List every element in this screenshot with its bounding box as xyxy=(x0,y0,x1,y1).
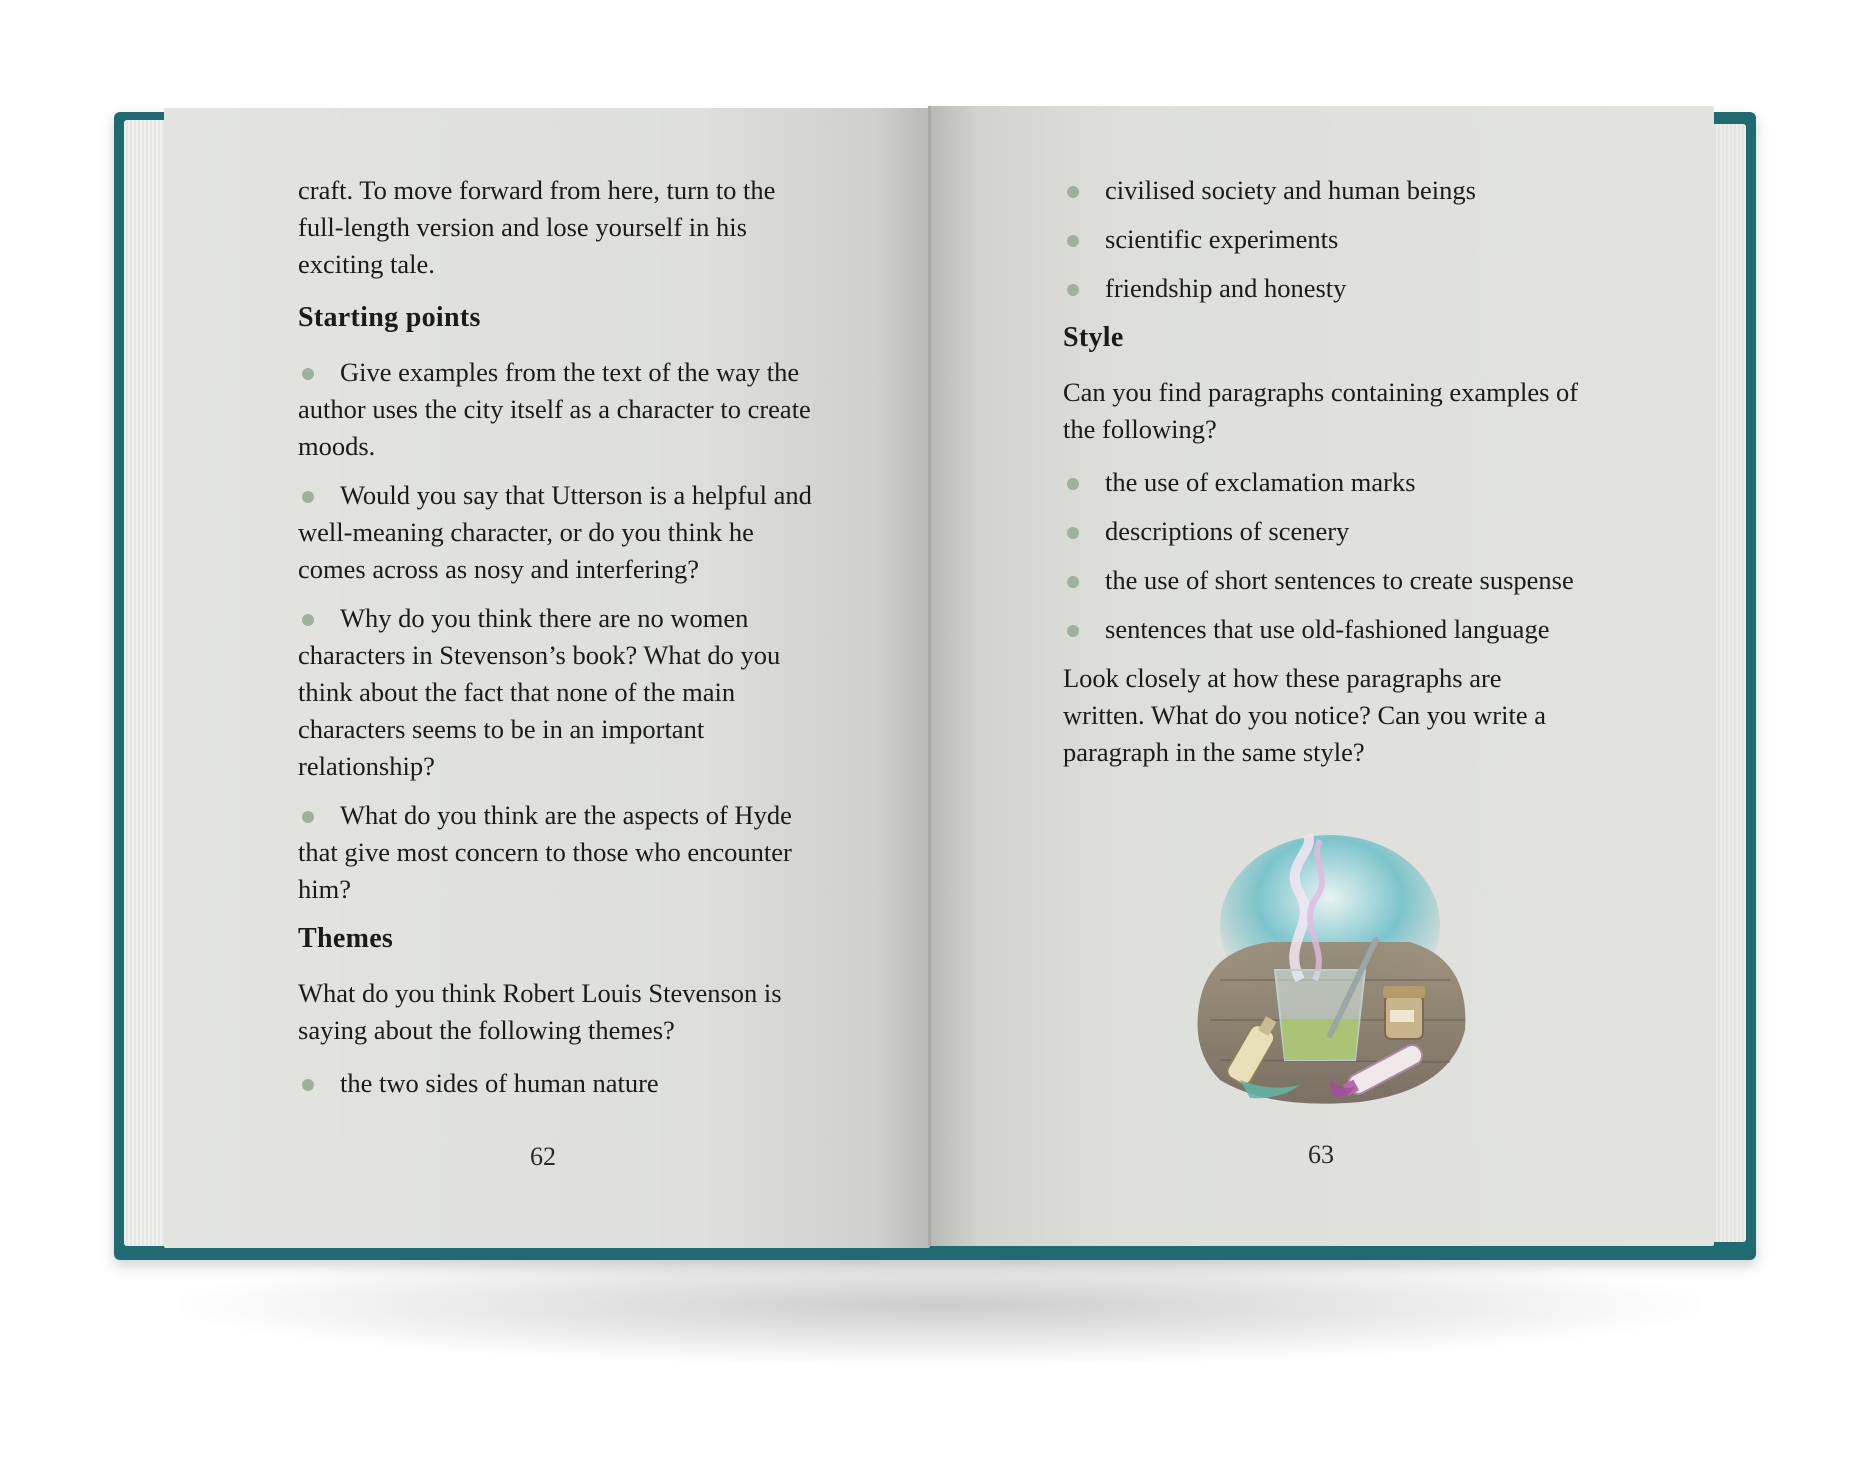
book-gutter xyxy=(928,106,931,1246)
bullet-icon xyxy=(302,614,314,626)
starting-points-heading: Starting points xyxy=(298,302,481,333)
list-item xyxy=(298,477,818,588)
left-page-number: 62 xyxy=(530,1142,556,1171)
list-item xyxy=(298,797,818,908)
list-item-text: What do you think are the aspects of Hyde that give most concern to those who encounter him? xyxy=(298,800,792,904)
bullet-icon xyxy=(1067,576,1079,588)
list-item-text: Give examples from the text of the way the author uses the city itself as a character to create moods. xyxy=(298,357,811,461)
list-item xyxy=(298,600,818,785)
left-page-text xyxy=(298,172,818,1114)
themes-heading: Themes xyxy=(298,923,394,954)
bullet-icon xyxy=(1067,625,1079,637)
right-page-number: 63 xyxy=(1308,1140,1334,1169)
bullet-icon xyxy=(1067,478,1079,490)
list-item-text: Would you say that Utterson is a helpful and well-meaning character, or do you think he comes across as nosy and interfering? xyxy=(298,480,812,584)
style-intro: Can you find paragraphs containing examples of the following? xyxy=(1063,377,1579,444)
style-heading: Style xyxy=(1063,322,1124,353)
list-item xyxy=(1063,611,1583,648)
themes-intro: What do you think Robert Louis Stevenson is saying about the following themes? xyxy=(298,978,782,1045)
list-item-text: civilised society and human beings xyxy=(1105,175,1476,205)
list-item xyxy=(298,354,818,465)
list-item xyxy=(1063,221,1583,258)
bullet-icon xyxy=(1067,284,1079,296)
list-item xyxy=(1063,172,1583,209)
list-item-text: friendship and honesty xyxy=(1105,273,1347,303)
list-item xyxy=(1063,270,1583,307)
smoking-glass-illustration-icon xyxy=(1180,830,1480,1120)
intro-paragraph: craft. To move forward from here, turn to the full-length version and lose yourself in his exciting tale. xyxy=(298,175,776,279)
list-item xyxy=(1063,562,1583,599)
list-item xyxy=(1063,464,1583,501)
list-item xyxy=(1063,513,1583,550)
bullet-icon xyxy=(302,491,314,503)
bullet-icon xyxy=(302,1079,314,1091)
list-item-text: the use of short sentences to create suspense xyxy=(1105,565,1574,595)
bullet-icon xyxy=(1067,235,1079,247)
bullet-icon xyxy=(1067,186,1079,198)
book-shadow xyxy=(180,1245,1700,1365)
bullet-icon xyxy=(302,811,314,823)
bullet-icon xyxy=(302,368,314,380)
list-item-text: scientific experiments xyxy=(1105,224,1339,254)
list-item-text: descriptions of scenery xyxy=(1105,516,1350,546)
list-item-text: Why do you think there are no women characters in Stevenson’s book? What do you think about the fact that none of the main characters seems to be in an important relationship? xyxy=(298,603,781,781)
right-page-text xyxy=(1063,172,1583,787)
style-outro: Look closely at how these paragraphs are written. What do you notice? Can you write a paragraph in the same style? xyxy=(1063,663,1547,767)
list-item-text: the two sides of human nature xyxy=(340,1068,659,1098)
list-item xyxy=(298,1065,818,1102)
bullet-icon xyxy=(1067,527,1079,539)
list-item-text: the use of exclamation marks xyxy=(1105,467,1416,497)
list-item-text: sentences that use old-fashioned language xyxy=(1105,614,1550,644)
